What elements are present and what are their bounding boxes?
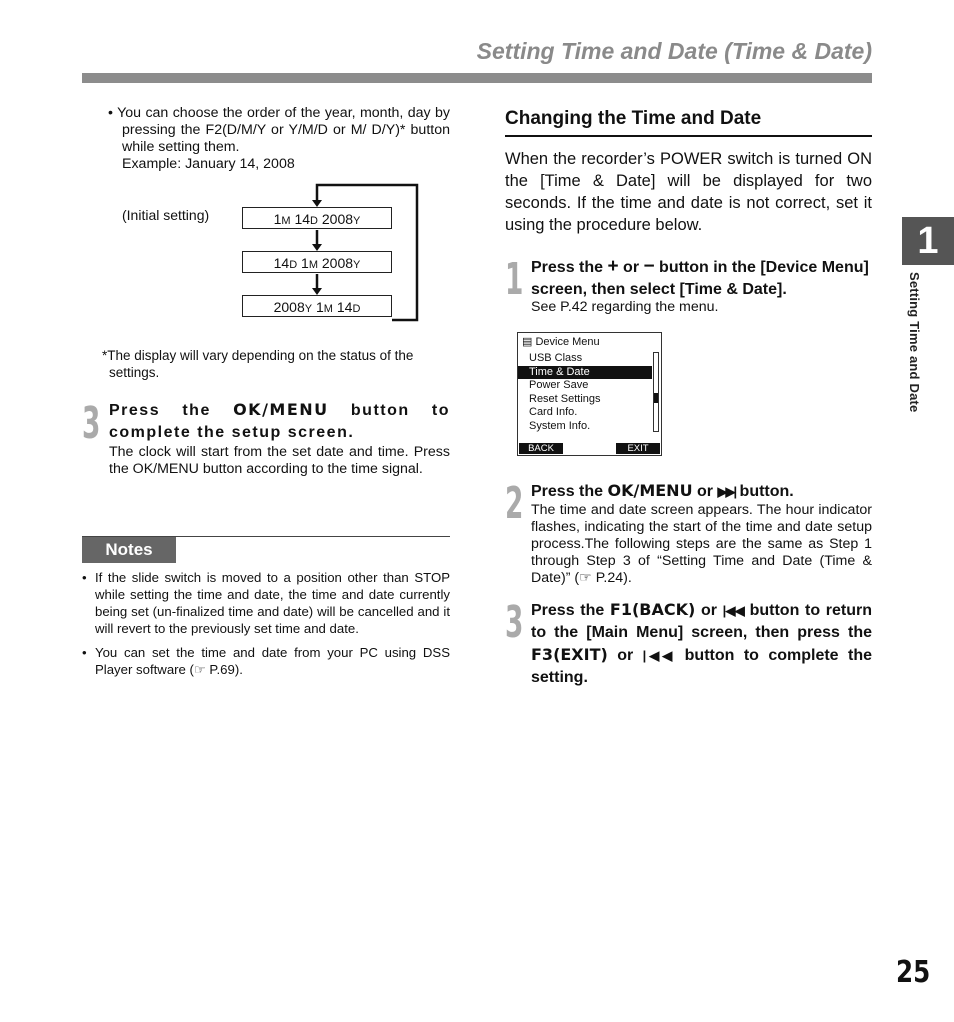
display-footnote: *The display will vary depending on the status of the settings.	[102, 348, 414, 380]
order-box-3: 2008Y 1M 14D	[242, 295, 392, 317]
step-1-number: 1	[505, 254, 524, 305]
step-1-body: See P.42 regarding the menu.	[531, 299, 719, 315]
chapter-tab-number: 1	[902, 217, 954, 265]
section-title: Changing the Time and Date	[505, 108, 762, 129]
device-menu-title: ▤ Device Menu	[522, 336, 600, 348]
step-1-title: Press the + or − button in the [Device Menu] screen, then select [Time & Date].	[531, 256, 869, 298]
menu-item-usb-class[interactable]: USB Class	[529, 352, 583, 364]
step-3-title: Press the F1(BACK) or |◀◀ button to return to the [Main Menu] screen, then press the F3(EXIT) or |◀◀ button to complete the setting.	[531, 600, 873, 686]
step-2-title: Press the OK/MENU or ▶▶| button.	[531, 481, 794, 500]
list-item: • If the slide switch is moved to a position other than STOP while setting the time and date, the time and date currently being set (un-finalized time and date) will be cancelled and it will revert to the previously set time and date.	[82, 570, 450, 636]
section-rule	[505, 135, 872, 137]
menu-item-power-save[interactable]: Power Save	[529, 379, 589, 391]
initial-setting-label: (Initial setting)	[122, 207, 210, 223]
page-number: 25	[896, 955, 931, 990]
order-cycle-arrows	[240, 180, 425, 340]
menu-scrollbar	[653, 352, 659, 432]
menu-item-time-date[interactable]: Time & Date	[518, 366, 652, 380]
rewind-icon: |◀◀	[722, 603, 744, 618]
step-2-number: 2	[505, 478, 524, 529]
menu-icon: ▤	[522, 336, 533, 348]
left-step-title: Press the OK/MENU button to complete the setup screen.	[109, 400, 450, 441]
header-rule	[82, 73, 872, 83]
minus-icon: −	[643, 256, 655, 277]
order-example: Example: January 14, 2008	[122, 156, 295, 172]
step-2-body: The time and date screen appears. The hour indicator flashes, indicating the start of the time and date setup process.The following steps are the same as Step 1 through Step 3 of “Setting Time and Date (Time & Date)” (☞ P.24).	[531, 502, 872, 586]
order-box-1: 1M 14D 2008Y	[242, 207, 392, 229]
back-softkey: BACK	[519, 443, 563, 454]
menu-item-reset-settings[interactable]: Reset Settings	[529, 392, 601, 405]
exit-softkey: EXIT	[616, 443, 660, 454]
menu-item-card-info[interactable]: Card Info.	[529, 406, 578, 418]
rewind-icon: |◀◀	[642, 648, 676, 663]
notes-list	[82, 569, 450, 685]
device-menu-screen	[517, 332, 662, 456]
page-header-title: Setting Time and Date (Time & Date)	[476, 38, 872, 64]
fast-forward-icon: ▶▶|	[717, 484, 736, 499]
order-bullet	[108, 105, 450, 173]
step-3-number: 3	[505, 597, 524, 648]
left-step-number: 3	[82, 398, 101, 449]
left-step-body: The clock will start from the set date and time. Press the OK/MENU button according to the time signal.	[109, 444, 450, 477]
chapter-tab-label: Setting Time and Date	[907, 272, 922, 413]
intro-paragraph: When the recorder’s POWER switch is turned ON the [Time & Date] will be displayed for two seconds. If the time and date is not correct, set it using the procedure below.	[505, 150, 872, 234]
device-menu-list	[518, 352, 652, 433]
order-bullet-text: • You can choose the order of the year, month, day by pressing the F2(D/M/Y or Y/M/D or M/ D/Y)* button while setting them.	[108, 105, 450, 155]
list-item: • You can set the time and date from your PC using DSS Player software (☞ P.69).	[82, 645, 450, 677]
notes-heading: Notes	[82, 537, 176, 563]
order-box-2: 14D 1M 2008Y	[242, 251, 392, 273]
menu-item-system-info[interactable]: System Info.	[529, 419, 591, 432]
plus-icon: +	[607, 256, 619, 277]
